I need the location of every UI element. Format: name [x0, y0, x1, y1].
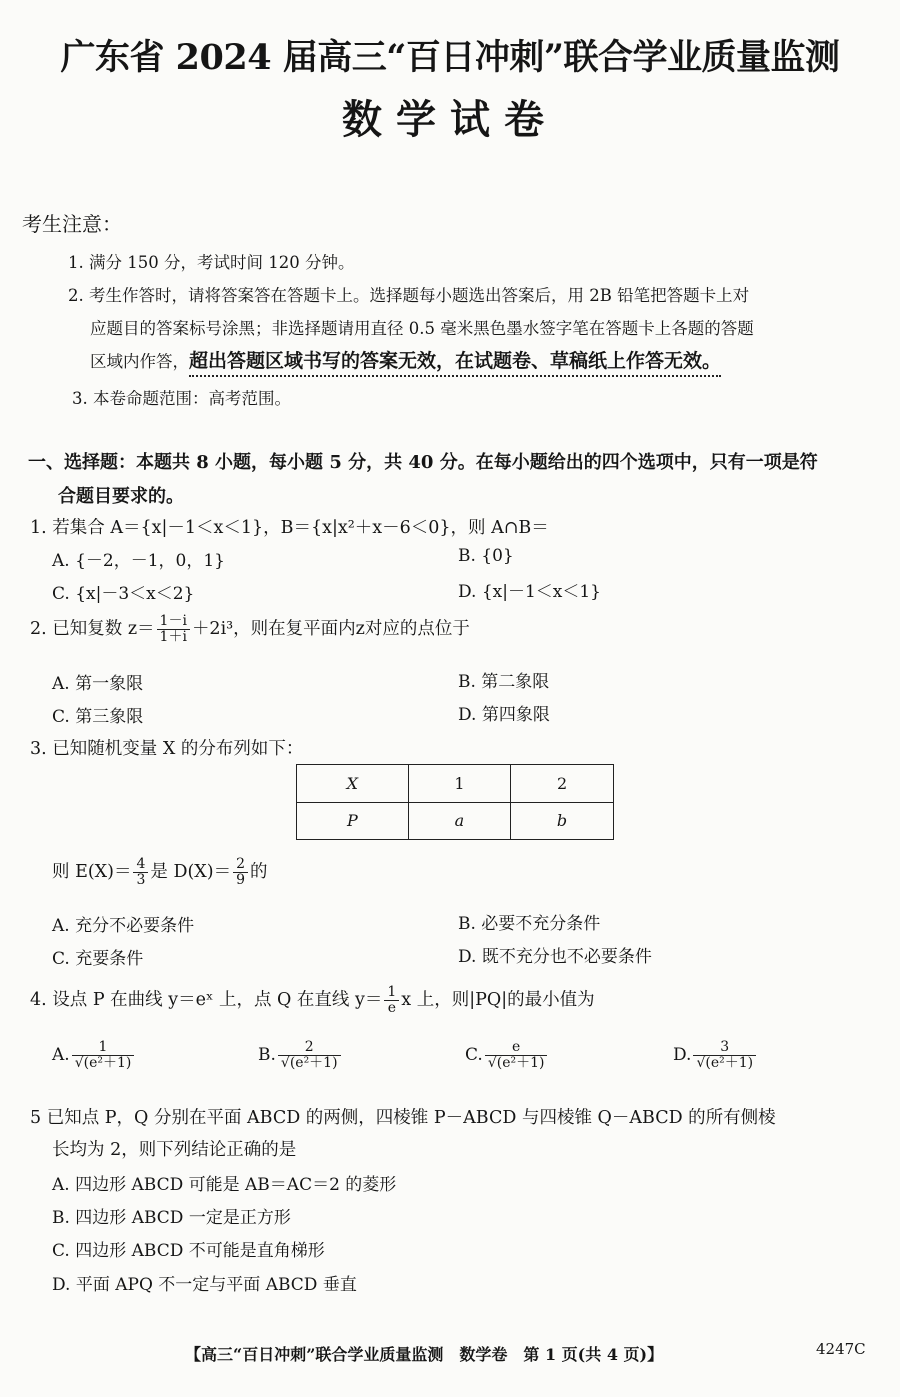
q4-option-a-num: 1 — [72, 1040, 135, 1056]
q3-condition-post: 的 — [250, 862, 268, 882]
table-cell: 2 — [511, 765, 614, 803]
table-row — [297, 765, 614, 803]
q1-option-c: C. {x|－3＜x＜2} — [52, 584, 195, 604]
q5-stem-line-2: 长均为 2，则下列结论正确的是 — [52, 1140, 297, 1160]
q3-fraction-2 — [233, 857, 248, 888]
table-cell: P — [297, 802, 409, 840]
notice-item-1: 1. 满分 150 分，考试时间 120 分钟。 — [68, 253, 355, 272]
q4-option-a-label: A. — [52, 1045, 70, 1065]
q4-option-a-fraction — [72, 1040, 135, 1071]
q5-option-a: A. 四边形 ABCD 可能是 AB＝AC＝2 的菱形 — [52, 1175, 397, 1195]
q5-option-c: C. 四边形 ABCD 不可能是直角梯形 — [52, 1241, 325, 1261]
q4-option-c — [465, 1040, 549, 1071]
q5-option-d: D. 平面 APQ 不一定与平面 ABCD 垂直 — [52, 1275, 357, 1295]
page-footer: 【高三“百日冲刺”联合学业质量监测 数学卷 第 1 页(共 4 页)】 — [185, 1345, 664, 1364]
q2-stem — [30, 614, 470, 645]
q4-stem-pre: 4. 设点 P 在曲线 y＝eˣ 上，点 Q 在直线 y＝ — [30, 990, 383, 1010]
q4-stem-post: x 上，则|PQ|的最小值为 — [401, 990, 595, 1010]
notice-emphasis: 超出答题区域书写的答案无效，在试题卷、草稿纸上作答无效。 — [189, 350, 721, 377]
q5-option-b: B. 四边形 ABCD 一定是正方形 — [52, 1208, 291, 1228]
q2-option-d: D. 第四象限 — [458, 705, 550, 725]
q4-option-d-label: D. — [673, 1045, 692, 1065]
q4-option-b-label: B. — [258, 1045, 276, 1065]
q2-fraction-den: 1＋i — [159, 629, 187, 645]
q1-option-a: A. {－2，－1，0，1} — [52, 551, 225, 571]
q4-option-b-fraction — [278, 1040, 341, 1071]
q4-option-c-label: C. — [465, 1045, 483, 1065]
q4-fraction — [384, 985, 399, 1016]
section-heading-line-1: 一、选择题：本题共 8 小题，每小题 5 分，共 40 分。在每小题给出的四个选项中，只有一项是符 — [28, 452, 818, 473]
section-heading-line-2: 合题目要求的。 — [58, 486, 184, 507]
q4-option-b-den: √(e²＋1) — [280, 1055, 338, 1071]
q1-stem: 1. 若集合 A＝{x|－1＜x＜1}，B＝{x|x²＋x－6＜0}，则 A∩B＝ — [30, 518, 549, 538]
notice-heading: 考生注意： — [22, 212, 122, 236]
table-cell: X — [297, 765, 409, 803]
q3-fraction-2-den: 9 — [236, 872, 246, 888]
q4-option-c-num: e — [485, 1040, 548, 1056]
q3-fraction-1 — [133, 857, 148, 888]
q3-option-a: A. 充分不必要条件 — [52, 916, 195, 936]
q5-stem-line-1: 5 已知点 P，Q 分别在平面 ABCD 的两侧，四棱锥 P－ABCD 与四棱锥 Q－ABCD 的所有侧棱 — [30, 1108, 776, 1128]
q2-fraction-num: 1－i — [157, 614, 190, 630]
q4-option-d — [673, 1040, 758, 1071]
notice-item-3: 3. 本卷命题范围：高考范围。 — [72, 389, 291, 408]
q4-option-d-num: 3 — [693, 1040, 756, 1056]
notice-item-2-line-2: 应题目的答案标号涂黑；非选择题请用直径 0.5 毫米黑色墨水签字笔在答题卡上各题的答题 — [90, 319, 754, 338]
q4-option-a-den: √(e²＋1) — [74, 1055, 132, 1071]
table-cell: 1 — [408, 765, 510, 803]
q2-option-a: A. 第一象限 — [52, 674, 144, 694]
q3-fraction-1-num: 4 — [133, 857, 148, 873]
q4-option-d-fraction — [693, 1040, 756, 1071]
q2-option-b: B. 第二象限 — [458, 672, 550, 692]
distribution-table — [296, 764, 614, 840]
q3-option-c: C. 充要条件 — [52, 949, 144, 969]
q3-option-d: D. 既不充分也不必要条件 — [458, 947, 652, 967]
q2-fraction — [157, 614, 190, 645]
table-cell: b — [511, 802, 614, 840]
q4-option-c-den: √(e²＋1) — [487, 1055, 545, 1071]
q4-fraction-den: e — [387, 1000, 396, 1016]
table-row — [297, 802, 614, 840]
notice-item-2-line-3-prefix: 区域内作答， — [90, 352, 189, 371]
q4-stem — [30, 985, 595, 1016]
q2-option-c: C. 第三象限 — [52, 707, 144, 727]
q3-condition — [52, 857, 268, 888]
q1-option-d: D. {x|－1＜x＜1} — [458, 582, 601, 602]
q3-stem: 3. 已知随机变量 X 的分布列如下： — [30, 739, 304, 759]
q1-option-b: B. {0} — [458, 546, 514, 566]
q3-condition-mid: 是 D(X)＝ — [150, 862, 232, 882]
q3-condition-pre: 则 E(X)＝ — [52, 862, 132, 882]
q3-fraction-2-num: 2 — [233, 857, 248, 873]
q4-option-b — [258, 1040, 343, 1071]
q4-option-b-num: 2 — [278, 1040, 341, 1056]
notice-item-2-line-3 — [90, 346, 721, 373]
q4-option-a — [52, 1040, 136, 1071]
q2-stem-pre: 2. 已知复数 z＝ — [30, 619, 155, 639]
q4-option-d-den: √(e²＋1) — [696, 1055, 754, 1071]
table-cell: a — [408, 802, 510, 840]
q3-option-b: B. 必要不充分条件 — [458, 914, 601, 934]
paper-code: 4247C — [816, 1340, 866, 1358]
exam-subtitle: 数学试卷 — [342, 96, 558, 143]
exam-title: 广东省 2024 届高三“百日冲刺”联合学业质量监测 — [60, 37, 840, 78]
notice-item-2-line-1: 2. 考生作答时，请将答案答在答题卡上。选择题每小题选出答案后，用 2B 铅笔把答题卡上对 — [68, 286, 750, 305]
q4-option-c-fraction — [485, 1040, 548, 1071]
q4-fraction-num: 1 — [384, 985, 399, 1001]
q3-fraction-1-den: 3 — [136, 872, 146, 888]
q2-stem-post: ＋2i³，则在复平面内z对应的点位于 — [191, 619, 470, 639]
